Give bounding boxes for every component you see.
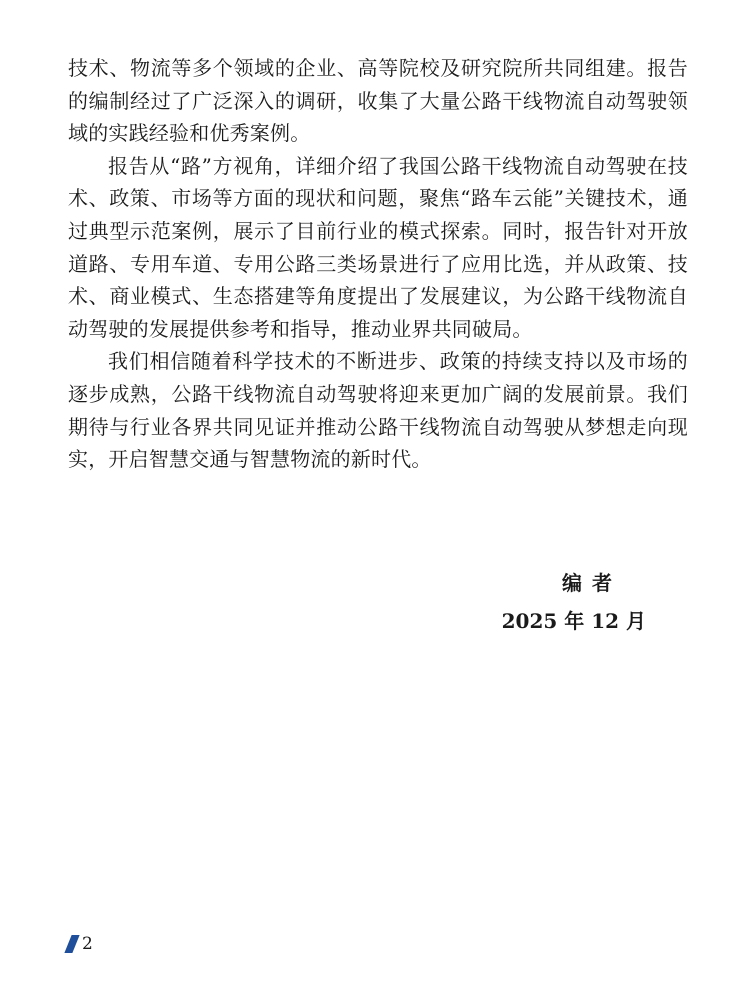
signature-block	[502, 568, 646, 636]
signature-author: 编者	[562, 571, 622, 595]
paragraph-1: 技术、物流等多个领域的企业、高等院校及研究院所共同组建。报告的编制经过了广泛深入的调研，收集了大量公路干线物流自动驾驶领域的实践经验和优秀案例。	[68, 56, 688, 146]
page-number: 2	[82, 934, 93, 954]
document-body	[68, 52, 688, 476]
page-marker-icon	[64, 935, 79, 953]
paragraph-3: 我们相信随着科学技术的不断进步、政策的持续支持以及市场的逐步成熟，公路干线物流自动驾驶将迎来更加广阔的发展前景。我们期待与行业各界共同见证并推动公路干线物流自动驾驶从梦想走向现实，开启智慧交通与智慧物流的新时代。	[68, 349, 688, 472]
page-footer	[68, 934, 93, 954]
signature-date: 2025 年 12 月	[501, 609, 646, 633]
paragraph-2: 报告从“路”方视角，详细介绍了我国公路干线物流自动驾驶在技术、政策、市场等方面的现状和问题，聚焦“路车云能”关键技术，通过典型示范案例，展示了目前行业的模式探索。同时，报告针对开放道路、专用车道、专用公路三类场景进行了应用比选，并从政策、技术、商业模式、生态搭建等角度提出了发展建议，为公路干线物流自动驾驶的发展提供参考和指导，推动业界共同破局。	[68, 153, 688, 341]
